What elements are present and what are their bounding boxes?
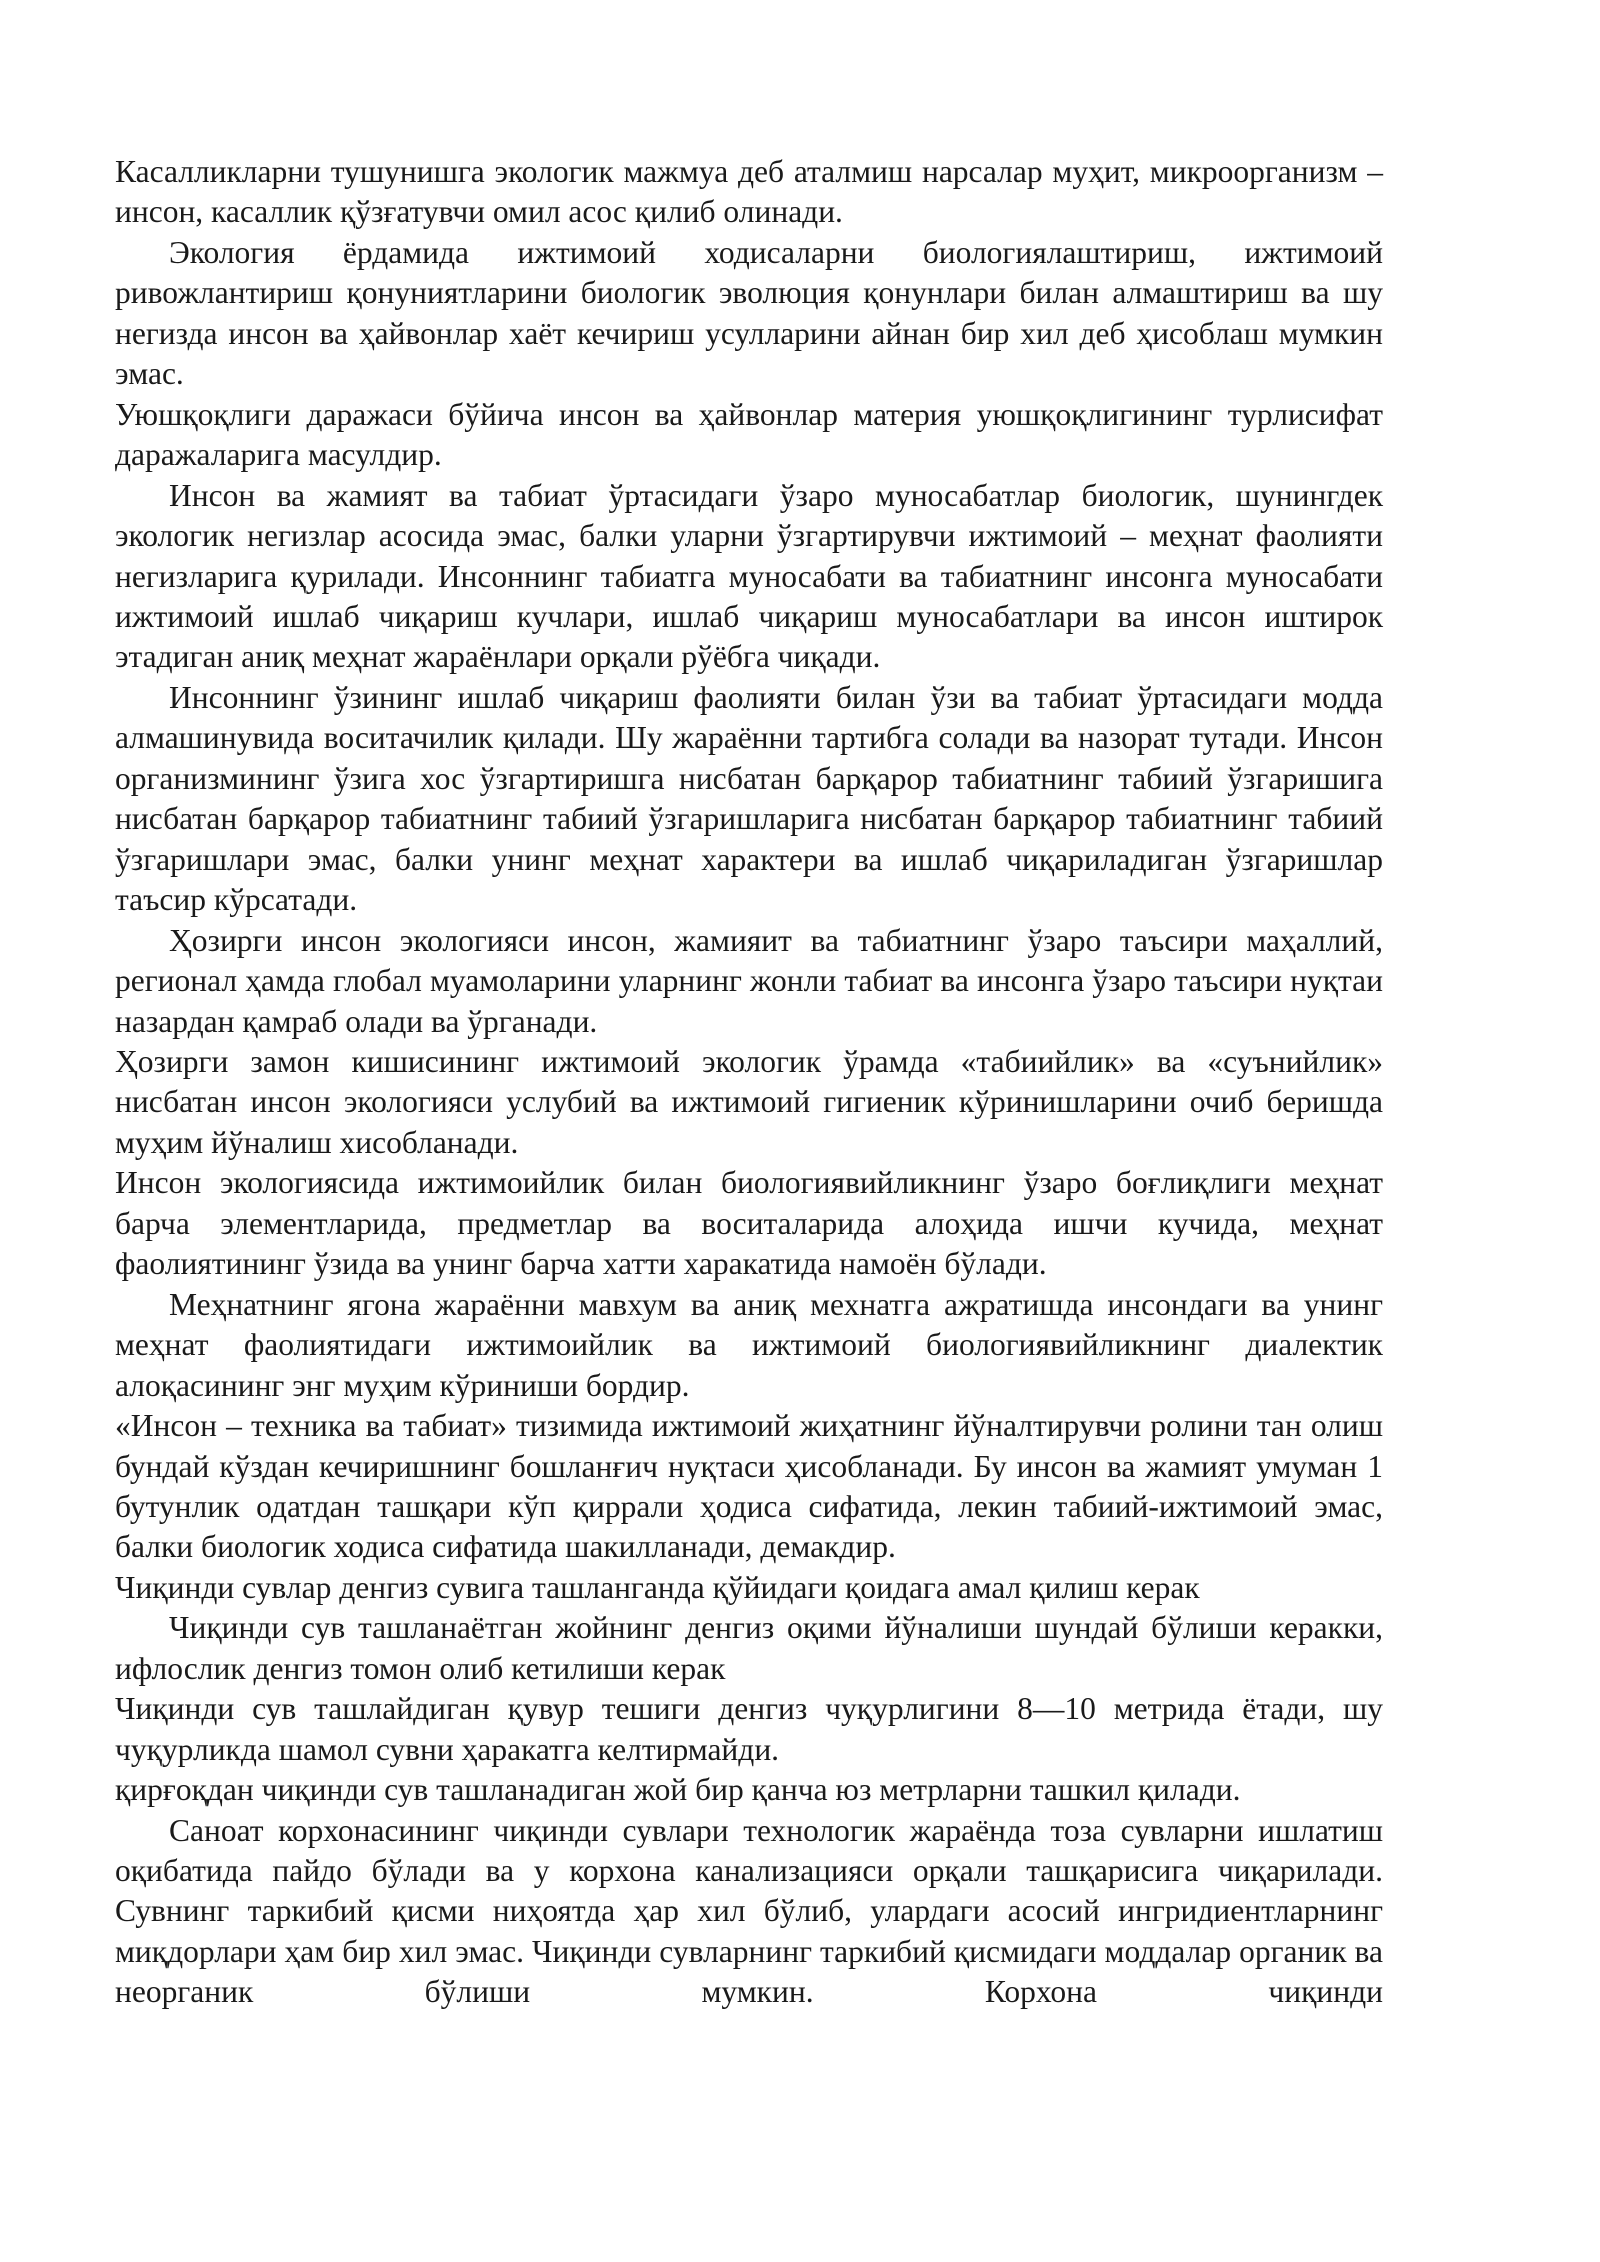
paragraph: Инсоннинг ўзининг ишлаб чиқариш фаолияти билан ўзи ва табиат ўртасидаги модда алмашинувида воситачилик қилади. Шу жараённи тартибга солади ва назорат тутади. Инсон организмининг ўзига хос ўзгартиришга нисбатан барқарор табиатнинг табиий ўзгаришига нисбатан барқарор табиатнинг табиий ўзгаришларига нисбатан барқарор табиатнинг табиий ўзгаришлари эмас, балки унинг меҳнат характери ва ишлаб чиқариладиган ўзгаришлар таъсир кўрсатади. bbox=[115, 679, 1383, 918]
paragraph: Экология ёрдамида ижтимоий ходисаларни биологиялаштириш, ижтимоий ривожлантириш қонуниятларини биологик эволюция қонунлари билан алмаштириш ва шу негизда инсон ва ҳайвонлар хаёт кечириш усулларини айнан бир хил деб ҳисоблаш мумкин эмас. bbox=[115, 234, 1383, 392]
paragraph: Чиқинди сув ташлайдиган қувур тешиги денгиз чуқурлигини 8—10 метрида ётади, шу чуқурликда шамол сувни ҳаракатга келтирмайди. bbox=[115, 1691, 1383, 1767]
paragraph: Ҳозирги инсон экологияси инсон, жамияит ва табиатнинг ўзаро таъсири маҳаллий, регионал ҳамда глобал муамоларини уларнинг жонли табиат ва инсонга ўзаро таъсири нуқтаи назардан қамраб олади ва ўрганади. bbox=[115, 922, 1383, 1039]
paragraph: Чиқинди сувлар денгиз сувига ташланганда қўйидаги қоидага амал қилиш керак bbox=[115, 1569, 1200, 1605]
document-body bbox=[115, 152, 1383, 2013]
paragraph: Чиқинди сув ташланаётган жойнинг денгиз оқими йўналиши шундай бўлиши керакки, ифлослик денгиз томон олиб кетилиши керак bbox=[115, 1610, 1383, 1686]
paragraph: Ҳозирги замон кишисининг ижтимоий экологик ўрамда «табиийлик» ва «суънийлик» нисбатан инсон экологияси услубий ва ижтимоий гигиеник кўринишларини очиб беришда муҳим йўналиш хисобланади. bbox=[115, 1043, 1383, 1160]
paragraph: қирғоқдан чиқинди сув ташланадиган жой бир қанча юз метрларни ташкил қилади. bbox=[115, 1772, 1241, 1808]
paragraph: Саноат корхонасининг чиқинди сувлари технологик жараёнда тоза сувларни ишлатиш оқибатида пайдо бўлади ва у корхона канализацияси орқали ташқарисига чиқарилади. Сувнинг таркибий қисми ниҳоятда ҳар хил бўлиб, улардаги асосий ингридиентларнинг миқдорлари ҳам бир хил эмас. Чиқинди сувларнинг таркибий қисмидаги моддалар органик ва неорганик бўлиши мумкин. Корхона чиқинди bbox=[115, 1812, 1383, 2010]
paragraph: Инсон экологиясида ижтимоийлик билан биологиявийликнинг ўзаро боғлиқлиги меҳнат барча элементларида, предметлар ва воситаларида алоҳида ишчи кучида, меҳнат фаолиятининг ўзида ва унинг барча хатти харакатида намоён бўлади. bbox=[115, 1165, 1383, 1282]
paragraph: Инсон ва жамият ва табиат ўртасидаги ўзаро муносабатлар биологик, шунингдек экологик негизлар асосида эмас, балки уларни ўзгартирувчи ижтимоий – меҳнат фаолияти негизларига қурилади. Инсоннинг табиатга муносабати ва табиатнинг инсонга муносабати ижтимоий ишлаб чиқариш кучлари, ишлаб чиқариш муносабатлари ва инсон иштирок этадиган аниқ меҳнат жараёнлари орқали рўёбга чиқади. bbox=[115, 477, 1383, 675]
paragraph: Уюшқоқлиги даражаси бўйича инсон ва ҳайвонлар материя уюшқоқлигининг турлисифат даражаларига масулдир. bbox=[115, 396, 1383, 473]
paragraph: Меҳнатнинг ягона жараённи мавхум ва аниқ мехнатга ажратишда инсондаги ва унинг меҳнат фаолиятидаги ижтимоийлик ва ижтимоий биологиявийликнинг диалектик алоқасининг энг муҳим кўриниши бордир. bbox=[115, 1286, 1383, 1403]
paragraph: Касалликларни тушунишга экологик мажмуа деб аталмиш нарсалар муҳит, микроорганизм – инсон, касаллик қўзғатувчи омил асос қилиб олинади. bbox=[115, 154, 1383, 230]
paragraph: «Инсон – техника ва табиат» тизимида ижтимоий жиҳатнинг йўналтирувчи ролини тан олиш бундай кўздан кечиришнинг бошланғич нуқтаси ҳисобланади. Бу инсон ва жамият умуман 1 бутунлик одатдан ташқари кўп қиррали ҳодиса сифатида, лекин табиий-ижтимоий эмас, балки биологик ходиса сифатида шакилланади, демакдир. bbox=[115, 1408, 1383, 1565]
